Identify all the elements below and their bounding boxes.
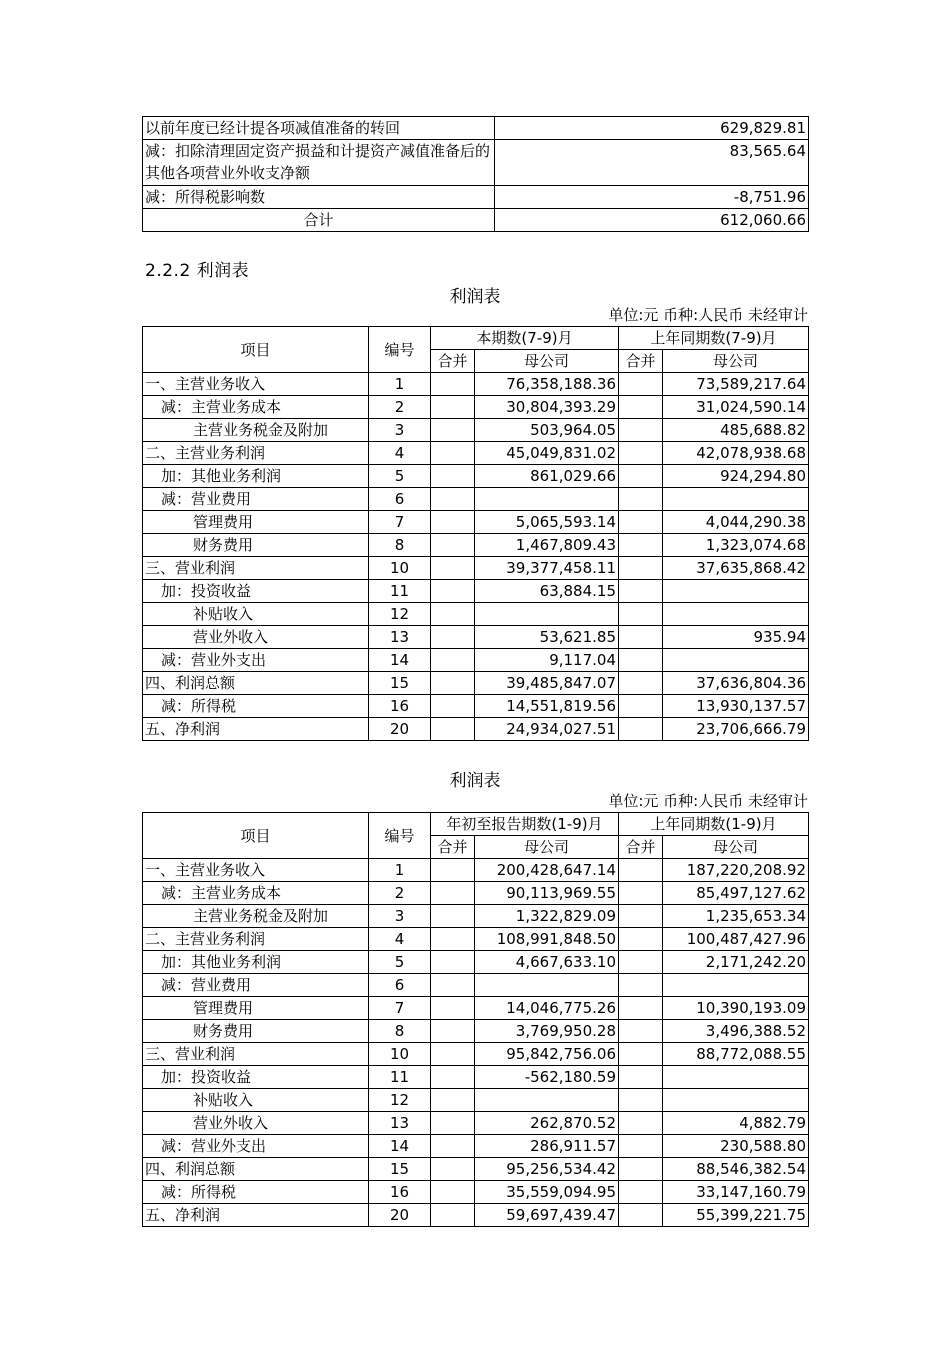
row-code: 7 <box>369 997 431 1020</box>
row-current-parent: 14,046,775.26 <box>475 997 619 1020</box>
row-label: 管理费用 <box>143 511 369 534</box>
table-row <box>143 117 809 140</box>
row-label: 减：营业费用 <box>143 488 369 511</box>
header-prior-period: 上年同期数(7-9)月 <box>619 327 809 350</box>
row-current-consolidated <box>431 672 475 695</box>
row-prior-consolidated <box>619 928 663 951</box>
row-current-parent: 3,769,950.28 <box>475 1020 619 1043</box>
header-consolidated: 合并 <box>619 836 663 859</box>
row-code: 14 <box>369 649 431 672</box>
row-value: 83,565.64 <box>495 140 809 186</box>
table-row <box>143 396 809 419</box>
row-current-consolidated <box>431 511 475 534</box>
row-prior-consolidated <box>619 1112 663 1135</box>
row-code: 6 <box>369 974 431 997</box>
row-code: 10 <box>369 557 431 580</box>
table-row <box>143 511 809 534</box>
header-row <box>143 327 809 350</box>
row-current-consolidated <box>431 1020 475 1043</box>
row-prior-consolidated <box>619 997 663 1020</box>
row-prior-parent: 485,688.82 <box>663 419 809 442</box>
row-current-consolidated <box>431 974 475 997</box>
row-code: 8 <box>369 534 431 557</box>
row-prior-parent: 88,772,088.55 <box>663 1043 809 1066</box>
row-label: 补贴收入 <box>143 603 369 626</box>
ytd-table-title: 利润表 <box>449 771 501 791</box>
row-prior-parent: 55,399,221.75 <box>663 1204 809 1227</box>
row-current-consolidated <box>431 718 475 741</box>
table-row <box>143 905 809 928</box>
row-label: 加：投资收益 <box>143 1066 369 1089</box>
row-current-parent: 108,991,848.50 <box>475 928 619 951</box>
row-prior-consolidated <box>619 442 663 465</box>
row-label: 减：营业费用 <box>143 974 369 997</box>
row-prior-parent: 1,323,074.68 <box>663 534 809 557</box>
row-label: 减：主营业务成本 <box>143 396 369 419</box>
row-current-parent: 861,029.66 <box>475 465 619 488</box>
row-current-consolidated <box>431 373 475 396</box>
non-recurring-items-table <box>142 116 809 232</box>
row-prior-consolidated <box>619 580 663 603</box>
table-row <box>143 534 809 557</box>
row-prior-parent: 935.94 <box>663 626 809 649</box>
row-current-consolidated <box>431 603 475 626</box>
row-code: 10 <box>369 1043 431 1066</box>
row-code: 7 <box>369 511 431 534</box>
row-code: 3 <box>369 905 431 928</box>
row-prior-parent: 230,588.80 <box>663 1135 809 1158</box>
table-row <box>143 649 809 672</box>
row-label: 四、利润总额 <box>143 1158 369 1181</box>
row-prior-parent: 924,294.80 <box>663 465 809 488</box>
row-code: 13 <box>369 626 431 649</box>
row-code: 8 <box>369 1020 431 1043</box>
row-current-consolidated <box>431 997 475 1020</box>
row-code: 13 <box>369 1112 431 1135</box>
header-item: 项目 <box>143 327 369 373</box>
row-code: 6 <box>369 488 431 511</box>
row-label: 三、营业利润 <box>143 1043 369 1066</box>
header-current-period: 年初至报告期数(1-9)月 <box>431 813 619 836</box>
table-row <box>143 997 809 1020</box>
row-code: 2 <box>369 396 431 419</box>
header-parent: 母公司 <box>475 350 619 373</box>
table-row <box>143 1204 809 1227</box>
header-consolidated: 合并 <box>619 350 663 373</box>
row-current-parent: 1,322,829.09 <box>475 905 619 928</box>
table-row <box>143 373 809 396</box>
row-prior-consolidated <box>619 1204 663 1227</box>
row-current-consolidated <box>431 465 475 488</box>
row-prior-parent: 3,496,388.52 <box>663 1020 809 1043</box>
row-prior-consolidated <box>619 672 663 695</box>
row-prior-consolidated <box>619 649 663 672</box>
row-current-consolidated <box>431 580 475 603</box>
table-row <box>143 419 809 442</box>
row-prior-consolidated <box>619 1043 663 1066</box>
row-current-parent: 39,485,847.07 <box>475 672 619 695</box>
row-current-parent: 59,697,439.47 <box>475 1204 619 1227</box>
table-row <box>143 1158 809 1181</box>
row-code: 15 <box>369 1158 431 1181</box>
row-current-parent: 200,428,647.14 <box>475 859 619 882</box>
row-current-parent: 1,467,809.43 <box>475 534 619 557</box>
header-code: 编号 <box>369 813 431 859</box>
row-label: 五、净利润 <box>143 718 369 741</box>
table-row <box>143 974 809 997</box>
header-item: 项目 <box>143 813 369 859</box>
row-current-consolidated <box>431 649 475 672</box>
row-prior-parent: 37,635,868.42 <box>663 557 809 580</box>
header-consolidated: 合并 <box>431 350 475 373</box>
row-code: 4 <box>369 442 431 465</box>
table-row <box>143 1020 809 1043</box>
table-row <box>143 859 809 882</box>
row-label: 四、利润总额 <box>143 672 369 695</box>
row-prior-consolidated <box>619 718 663 741</box>
row-code: 5 <box>369 465 431 488</box>
table-row <box>143 442 809 465</box>
row-prior-parent: 100,487,427.96 <box>663 928 809 951</box>
row-label: 加：投资收益 <box>143 580 369 603</box>
table-row <box>143 465 809 488</box>
table-row <box>143 580 809 603</box>
table-row <box>143 718 809 741</box>
row-prior-parent: 85,497,127.62 <box>663 882 809 905</box>
row-current-parent: 35,559,094.95 <box>475 1181 619 1204</box>
row-current-parent: 45,049,831.02 <box>475 442 619 465</box>
row-current-parent: 39,377,458.11 <box>475 557 619 580</box>
table-row <box>143 928 809 951</box>
row-label: 二、主营业务利润 <box>143 928 369 951</box>
row-prior-parent: 2,171,242.20 <box>663 951 809 974</box>
table-row <box>143 626 809 649</box>
quarter-income-table <box>142 326 809 741</box>
row-current-parent: 90,113,969.55 <box>475 882 619 905</box>
ytd-unit-line: 单位:元 币种:人民币 未经审计 <box>608 792 808 810</box>
row-prior-consolidated <box>619 1066 663 1089</box>
quarter-table-title: 利润表 <box>449 287 501 307</box>
row-prior-parent <box>663 1066 809 1089</box>
row-prior-parent: 33,147,160.79 <box>663 1181 809 1204</box>
row-prior-consolidated <box>619 511 663 534</box>
table-row <box>143 1043 809 1066</box>
row-code: 16 <box>369 1181 431 1204</box>
row-code: 11 <box>369 580 431 603</box>
row-current-consolidated <box>431 419 475 442</box>
row-label: 二、主营业务利润 <box>143 442 369 465</box>
row-prior-consolidated <box>619 465 663 488</box>
row-current-consolidated <box>431 1135 475 1158</box>
row-current-consolidated <box>431 1204 475 1227</box>
row-label: 营业外收入 <box>143 626 369 649</box>
row-label: 财务费用 <box>143 534 369 557</box>
row-current-parent <box>475 974 619 997</box>
table-row <box>143 1066 809 1089</box>
row-current-consolidated <box>431 905 475 928</box>
table-row <box>143 603 809 626</box>
row-current-consolidated <box>431 1043 475 1066</box>
row-current-parent: 9,117.04 <box>475 649 619 672</box>
row-label: 以前年度已经计提各项减值准备的转回 <box>143 117 495 140</box>
row-prior-parent: 37,636,804.36 <box>663 672 809 695</box>
table-row <box>143 1089 809 1112</box>
row-current-parent: 503,964.05 <box>475 419 619 442</box>
row-code: 5 <box>369 951 431 974</box>
row-label: 一、主营业务收入 <box>143 859 369 882</box>
row-prior-parent: 10,390,193.09 <box>663 997 809 1020</box>
row-current-consolidated <box>431 1181 475 1204</box>
row-code: 12 <box>369 603 431 626</box>
table-row <box>143 882 809 905</box>
header-parent: 母公司 <box>663 836 809 859</box>
header-consolidated: 合并 <box>431 836 475 859</box>
header-code: 编号 <box>369 327 431 373</box>
row-label: 减：营业外支出 <box>143 649 369 672</box>
row-label: 三、营业利润 <box>143 557 369 580</box>
row-code: 11 <box>369 1066 431 1089</box>
total-label: 合计 <box>143 209 495 232</box>
row-code: 16 <box>369 695 431 718</box>
row-current-parent: 63,884.15 <box>475 580 619 603</box>
row-prior-parent: 1,235,653.34 <box>663 905 809 928</box>
row-current-consolidated <box>431 626 475 649</box>
row-code: 14 <box>369 1135 431 1158</box>
row-label: 减：扣除清理固定资产损益和计提资产减值准备后的其他各项营业外收支净额 <box>143 140 495 186</box>
row-label: 一、主营业务收入 <box>143 373 369 396</box>
row-current-parent <box>475 488 619 511</box>
row-code: 20 <box>369 718 431 741</box>
row-prior-consolidated <box>619 1181 663 1204</box>
row-label: 减：所得税影响数 <box>143 186 495 209</box>
row-code: 20 <box>369 1204 431 1227</box>
row-current-parent: 286,911.57 <box>475 1135 619 1158</box>
row-prior-consolidated <box>619 1158 663 1181</box>
table-row <box>143 557 809 580</box>
row-code: 2 <box>369 882 431 905</box>
row-code: 12 <box>369 1089 431 1112</box>
row-label: 主营业务税金及附加 <box>143 419 369 442</box>
row-current-consolidated <box>431 928 475 951</box>
table-row <box>143 1135 809 1158</box>
row-current-parent: 95,842,756.06 <box>475 1043 619 1066</box>
ytd-income-table <box>142 812 809 1227</box>
row-current-consolidated <box>431 534 475 557</box>
header-row <box>143 813 809 836</box>
row-current-parent: 30,804,393.29 <box>475 396 619 419</box>
row-code: 3 <box>369 419 431 442</box>
row-label: 加：其他业务利润 <box>143 465 369 488</box>
row-prior-consolidated <box>619 373 663 396</box>
row-label: 五、净利润 <box>143 1204 369 1227</box>
row-prior-parent <box>663 488 809 511</box>
row-prior-parent: 73,589,217.64 <box>663 373 809 396</box>
row-label: 减：营业外支出 <box>143 1135 369 1158</box>
row-label: 财务费用 <box>143 1020 369 1043</box>
header-parent: 母公司 <box>475 836 619 859</box>
header-prior-period: 上年同期数(1-9)月 <box>619 813 809 836</box>
table-row <box>143 1112 809 1135</box>
row-prior-consolidated <box>619 557 663 580</box>
row-label: 减：所得税 <box>143 1181 369 1204</box>
row-prior-consolidated <box>619 974 663 997</box>
row-current-consolidated <box>431 859 475 882</box>
row-prior-parent <box>663 1089 809 1112</box>
row-code: 1 <box>369 859 431 882</box>
row-prior-parent: 187,220,208.92 <box>663 859 809 882</box>
row-current-consolidated <box>431 396 475 419</box>
row-current-consolidated <box>431 1112 475 1135</box>
row-prior-parent <box>663 649 809 672</box>
row-current-parent: -562,180.59 <box>475 1066 619 1089</box>
row-label: 主营业务税金及附加 <box>143 905 369 928</box>
row-label: 营业外收入 <box>143 1112 369 1135</box>
row-prior-parent: 23,706,666.79 <box>663 718 809 741</box>
row-value: 629,829.81 <box>495 117 809 140</box>
table-row <box>143 488 809 511</box>
row-code: 1 <box>369 373 431 396</box>
row-current-parent: 262,870.52 <box>475 1112 619 1135</box>
row-value: -8,751.96 <box>495 186 809 209</box>
table-body <box>143 373 809 741</box>
row-prior-consolidated <box>619 695 663 718</box>
row-current-consolidated <box>431 1089 475 1112</box>
total-row <box>143 209 809 232</box>
quarter-unit-line: 单位:元 币种:人民币 未经审计 <box>608 306 808 324</box>
row-current-parent: 76,358,188.36 <box>475 373 619 396</box>
row-prior-parent <box>663 974 809 997</box>
row-prior-parent: 13,930,137.57 <box>663 695 809 718</box>
row-prior-consolidated <box>619 1020 663 1043</box>
row-label: 管理费用 <box>143 997 369 1020</box>
row-current-parent: 5,065,593.14 <box>475 511 619 534</box>
section-heading: 2.2.2 利润表 <box>145 261 250 281</box>
table-row <box>143 695 809 718</box>
row-current-parent <box>475 1089 619 1112</box>
row-current-parent: 24,934,027.51 <box>475 718 619 741</box>
row-prior-consolidated <box>619 603 663 626</box>
row-prior-consolidated <box>619 488 663 511</box>
row-prior-parent: 88,546,382.54 <box>663 1158 809 1181</box>
row-prior-parent: 31,024,590.14 <box>663 396 809 419</box>
table-row <box>143 951 809 974</box>
row-current-consolidated <box>431 557 475 580</box>
row-prior-parent: 4,044,290.38 <box>663 511 809 534</box>
row-current-consolidated <box>431 951 475 974</box>
row-prior-parent: 42,078,938.68 <box>663 442 809 465</box>
row-prior-consolidated <box>619 1089 663 1112</box>
table-row <box>143 1181 809 1204</box>
row-current-parent <box>475 603 619 626</box>
table-row <box>143 186 809 209</box>
row-prior-parent <box>663 580 809 603</box>
row-current-parent: 53,621.85 <box>475 626 619 649</box>
row-current-consolidated <box>431 442 475 465</box>
table-body <box>143 859 809 1227</box>
row-current-parent: 14,551,819.56 <box>475 695 619 718</box>
row-prior-consolidated <box>619 882 663 905</box>
row-current-parent: 4,667,633.10 <box>475 951 619 974</box>
row-code: 15 <box>369 672 431 695</box>
row-prior-consolidated <box>619 1135 663 1158</box>
table-row <box>143 672 809 695</box>
row-prior-parent <box>663 603 809 626</box>
row-prior-consolidated <box>619 396 663 419</box>
row-label: 补贴收入 <box>143 1089 369 1112</box>
row-current-consolidated <box>431 882 475 905</box>
row-prior-consolidated <box>619 419 663 442</box>
row-current-consolidated <box>431 1158 475 1181</box>
row-prior-consolidated <box>619 951 663 974</box>
row-prior-consolidated <box>619 905 663 928</box>
header-parent: 母公司 <box>663 350 809 373</box>
row-current-consolidated <box>431 695 475 718</box>
row-label: 加：其他业务利润 <box>143 951 369 974</box>
row-code: 4 <box>369 928 431 951</box>
row-current-parent: 95,256,534.42 <box>475 1158 619 1181</box>
row-current-consolidated <box>431 1066 475 1089</box>
row-current-consolidated <box>431 488 475 511</box>
row-label: 减：主营业务成本 <box>143 882 369 905</box>
row-prior-parent: 4,882.79 <box>663 1112 809 1135</box>
table-row <box>143 140 809 186</box>
row-prior-consolidated <box>619 534 663 557</box>
header-current-period: 本期数(7-9)月 <box>431 327 619 350</box>
row-prior-consolidated <box>619 626 663 649</box>
total-value: 612,060.66 <box>495 209 809 232</box>
row-prior-consolidated <box>619 859 663 882</box>
row-label: 减：所得税 <box>143 695 369 718</box>
